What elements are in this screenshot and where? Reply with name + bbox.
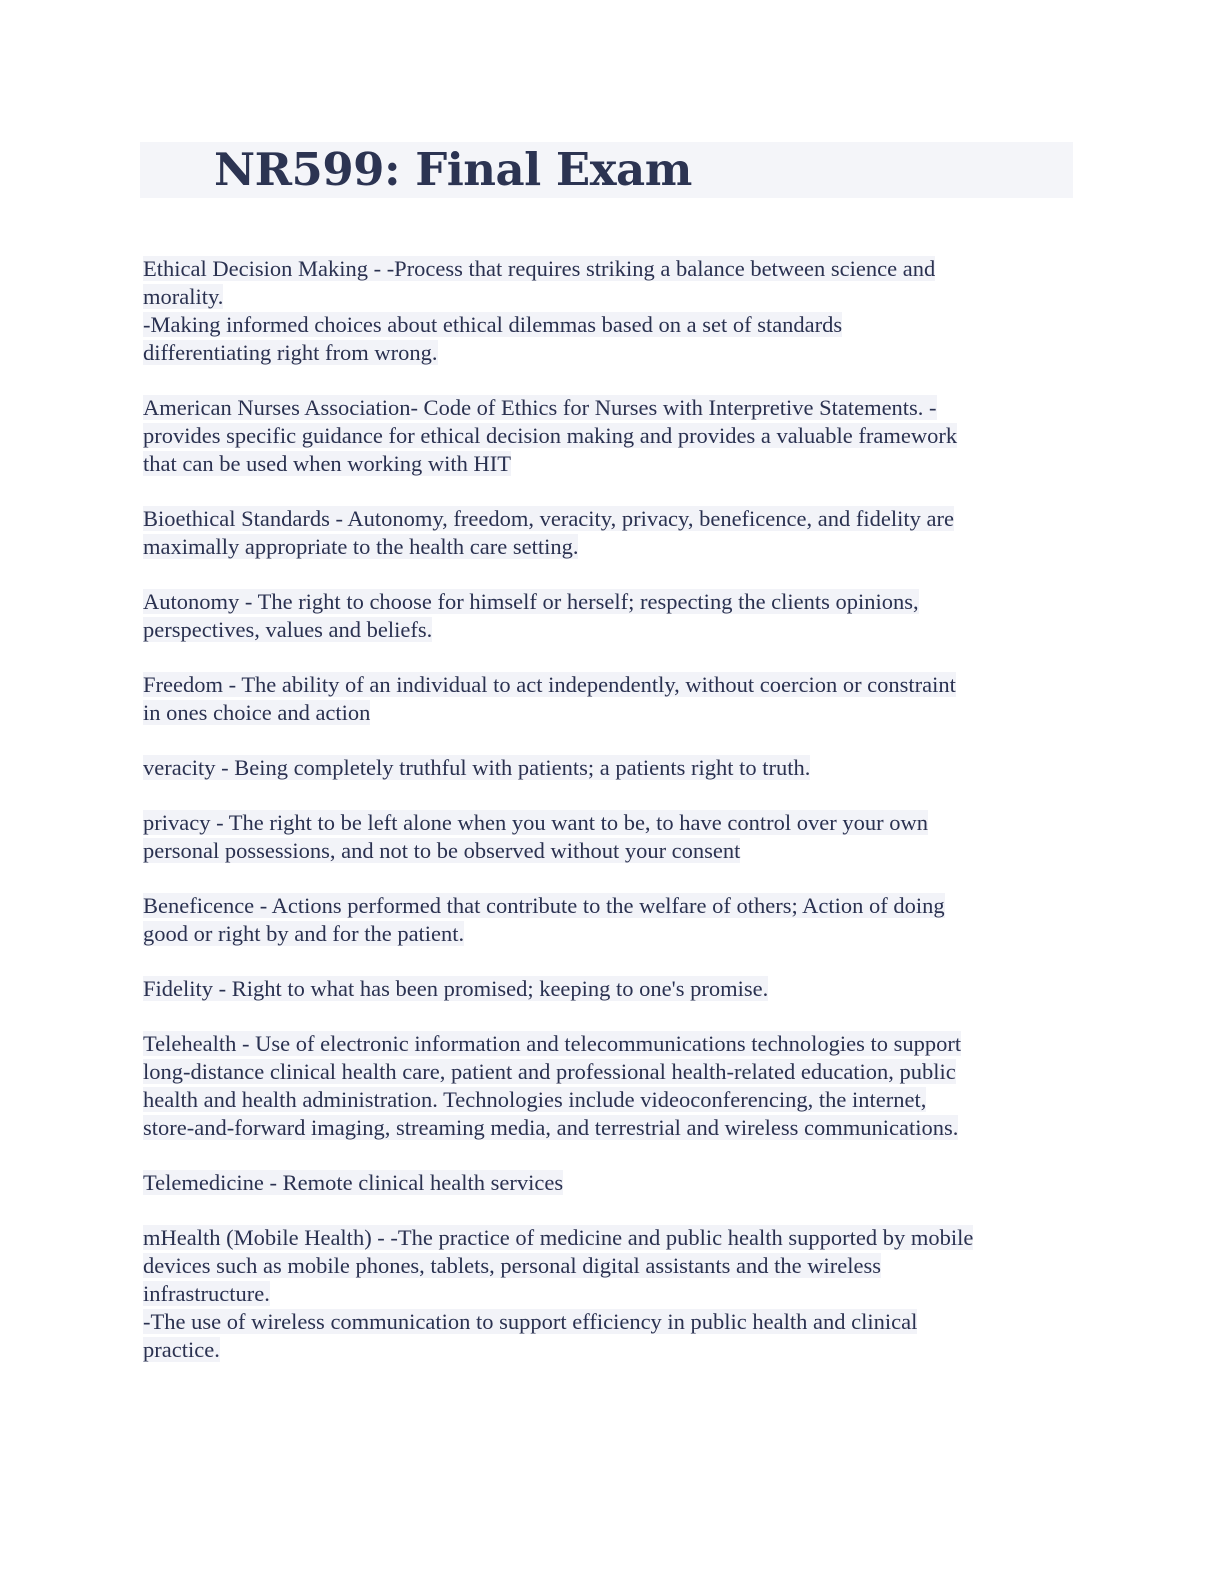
term-definition-entry xyxy=(143,975,1083,1003)
term-definition-entry xyxy=(143,588,1083,644)
entry-line xyxy=(143,422,1083,450)
entry-line xyxy=(143,1280,1083,1308)
term-definition-entry xyxy=(143,754,1083,782)
entry-line-text: Beneficence - Actions performed that contribute to the welfare of others; Action of doing xyxy=(143,893,945,918)
entry-line-text: differentiating right from wrong. xyxy=(143,340,438,365)
entry-line-text: -Making informed choices about ethical dilemmas based on a set of standards xyxy=(143,312,843,337)
entry-line-text: that can be used when working with HIT xyxy=(143,451,512,476)
page-title: NR599: Final Exam xyxy=(214,143,692,196)
term-definition-entry xyxy=(143,809,1083,865)
entry-line-text: practice. xyxy=(143,1337,220,1362)
entry-line xyxy=(143,505,1083,533)
term-definition-entry xyxy=(143,892,1083,948)
term-definition-entry xyxy=(143,671,1083,727)
term-definition-entry xyxy=(143,1224,1083,1364)
entry-line xyxy=(143,975,1083,1003)
term-definition-entry xyxy=(143,1030,1083,1142)
entry-line-text: Fidelity - Right to what has been promised; keeping to one's promise. xyxy=(143,976,769,1001)
entry-line-text: good or right by and for the patient. xyxy=(143,921,465,946)
flashcard-list xyxy=(143,255,1083,1391)
entry-line xyxy=(143,699,1083,727)
entry-line-text: long-distance clinical health care, patient and professional health-related education, public xyxy=(143,1059,956,1084)
entry-line xyxy=(143,588,1083,616)
entry-line-text: provides specific guidance for ethical decision making and provides a valuable framework xyxy=(143,423,958,448)
entry-line-text: privacy - The right to be left alone when you want to be, to have control over your own xyxy=(143,810,928,835)
entry-line xyxy=(143,616,1083,644)
entry-line-text: health and health administration. Technologies include videoconferencing, the internet, xyxy=(143,1087,927,1112)
entry-line xyxy=(143,1336,1083,1364)
term-definition-entry xyxy=(143,1169,1083,1197)
entry-line xyxy=(143,1169,1083,1197)
entry-line xyxy=(143,283,1083,311)
entry-line-text: store-and-forward imaging, streaming media, and terrestrial and wireless communications. xyxy=(143,1115,959,1140)
entry-line-text: morality. xyxy=(143,284,224,309)
entry-line-text: in ones choice and action xyxy=(143,700,371,725)
entry-line-text: maximally appropriate to the health care setting. xyxy=(143,534,579,559)
entry-line xyxy=(143,754,1083,782)
entry-line-text: mHealth (Mobile Health) - -The practice of medicine and public health supported by mobile xyxy=(143,1225,974,1250)
entry-line xyxy=(143,1308,1083,1336)
entry-line xyxy=(143,394,1083,422)
entry-line-text: Freedom - The ability of an individual to act independently, without coercion or constraint xyxy=(143,672,956,697)
entry-line-text: -The use of wireless communication to support efficiency in public health and clinical xyxy=(143,1309,918,1334)
entry-line-text: Bioethical Standards - Autonomy, freedom, veracity, privacy, beneficence, and fidelity are xyxy=(143,506,954,531)
entry-line-text: Telemedicine - Remote clinical health services xyxy=(143,1170,564,1195)
term-definition-entry xyxy=(143,394,1083,478)
entry-line-text: devices such as mobile phones, tablets, personal digital assistants and the wireless xyxy=(143,1253,881,1278)
entry-line-text: infrastructure. xyxy=(143,1281,270,1306)
entry-line xyxy=(143,892,1083,920)
entry-line xyxy=(143,1030,1083,1058)
entry-line-text: Telehealth - Use of electronic information and telecommunications technologies to support xyxy=(143,1031,962,1056)
entry-line-text: veracity - Being completely truthful with patients; a patients right to truth. xyxy=(143,755,811,780)
entry-line xyxy=(143,1114,1083,1142)
title-banner xyxy=(140,142,1073,198)
entry-line xyxy=(143,920,1083,948)
entry-line xyxy=(143,339,1083,367)
entry-line-text: Autonomy - The right to choose for himself or herself; respecting the clients opinions, xyxy=(143,589,919,614)
entry-line xyxy=(143,311,1083,339)
entry-line xyxy=(143,809,1083,837)
entry-line xyxy=(143,255,1083,283)
entry-line-text: American Nurses Association- Code of Ethics for Nurses with Interpretive Statements. - xyxy=(143,395,937,420)
term-definition-entry xyxy=(143,505,1083,561)
entry-line xyxy=(143,450,1083,478)
entry-line-text: perspectives, values and beliefs. xyxy=(143,617,433,642)
entry-line xyxy=(143,533,1083,561)
entry-line xyxy=(143,671,1083,699)
entry-line-text: personal possessions, and not to be observed without your consent xyxy=(143,838,741,863)
entry-line-text: Ethical Decision Making - -Process that requires striking a balance between science and xyxy=(143,256,936,281)
entry-line xyxy=(143,1058,1083,1086)
entry-line xyxy=(143,1252,1083,1280)
entry-line xyxy=(143,1224,1083,1252)
entry-line xyxy=(143,1086,1083,1114)
term-definition-entry xyxy=(143,255,1083,367)
entry-line xyxy=(143,837,1083,865)
